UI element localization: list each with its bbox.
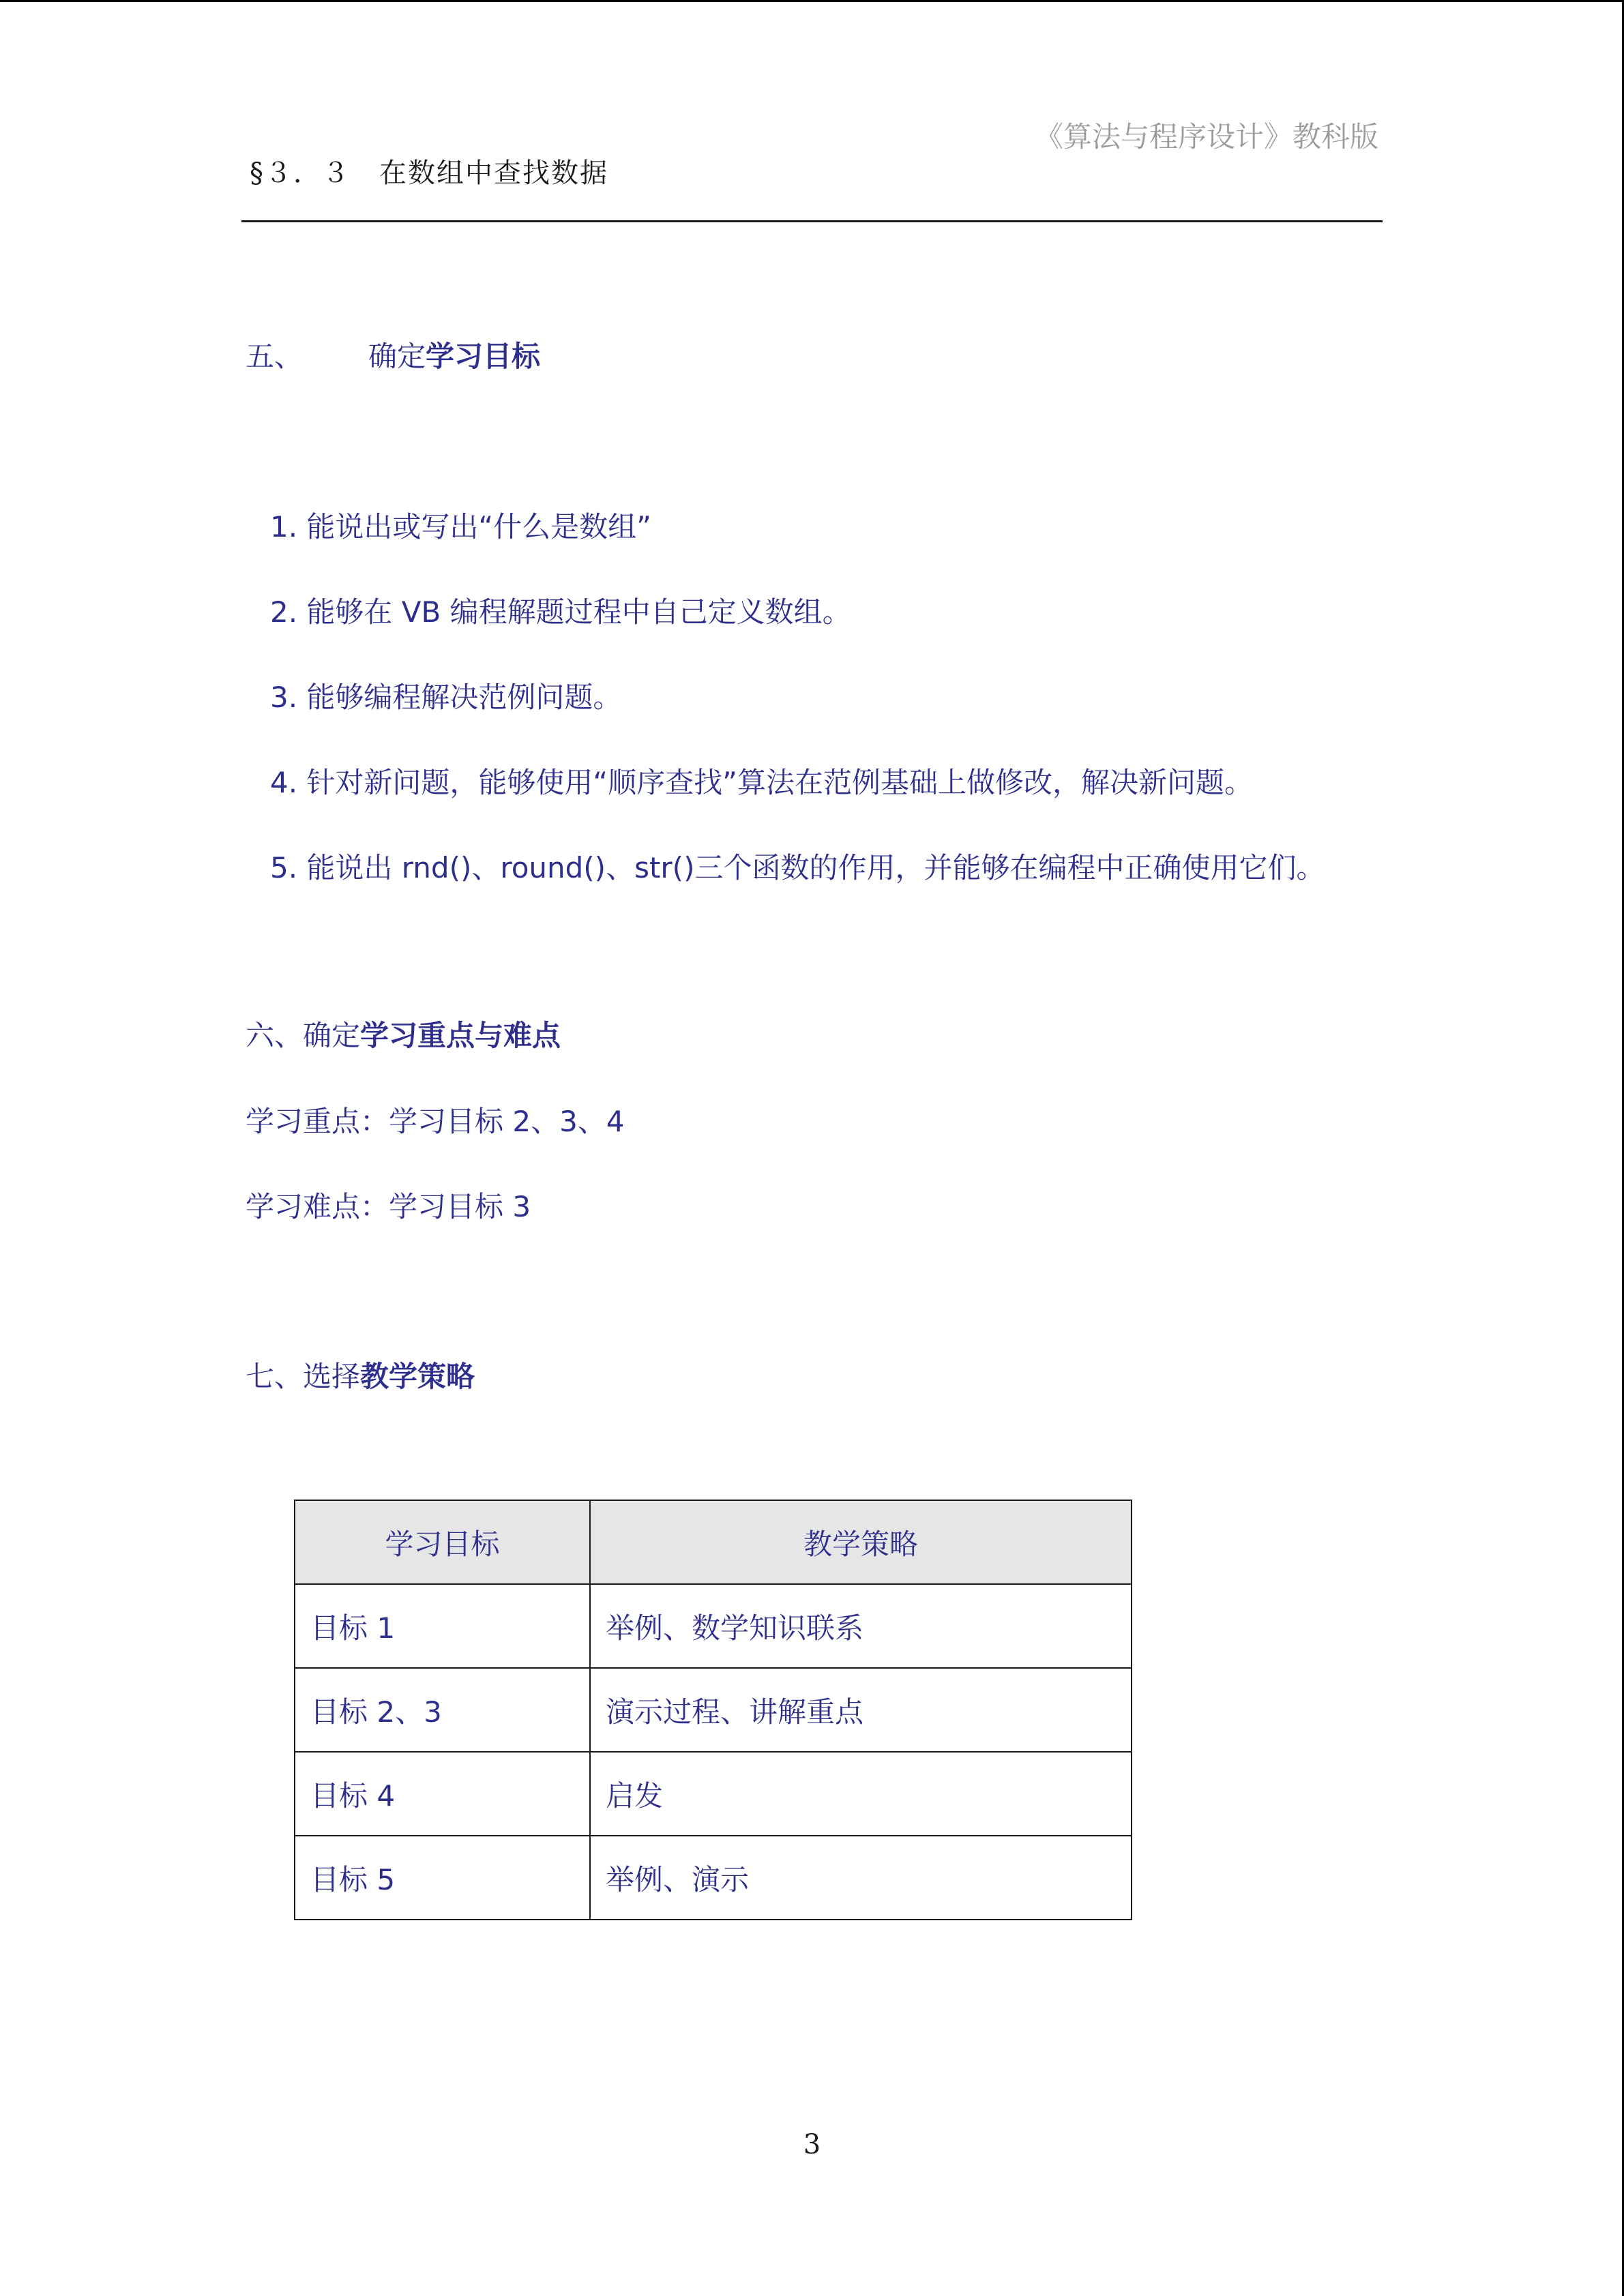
page-number: 3 [803, 2129, 821, 2160]
table-cell-goal: 目标 2、3 [295, 1668, 590, 1752]
goal-item-1: 1. 能说出或写出“什么是数组” [270, 510, 651, 543]
table-cell-goal: 目标 1 [295, 1584, 590, 1668]
goal-item-4: 4. 针对新问题，能够使用“顺序查找”算法在范例基础上做修改，解决新问题。 [270, 766, 1253, 799]
page-top-border [0, 0, 1624, 2]
table-header-cell: 学习目标 [295, 1500, 590, 1584]
table-cell-strategy: 举例、数学知识联系 [590, 1584, 1132, 1668]
section-6-prefix: 六、确定 [246, 1019, 361, 1052]
table-cell-goal: 目标 4 [295, 1752, 590, 1836]
header-divider [241, 220, 1383, 222]
table-header-cell: 教学策略 [590, 1500, 1132, 1584]
table-cell-goal: 目标 5 [295, 1836, 590, 1920]
table-row [295, 1584, 1132, 1668]
section-7-prefix: 七、选择 [246, 1360, 361, 1393]
table-row [295, 1836, 1132, 1920]
section-5-heading [246, 334, 540, 375]
strategy-table [294, 1500, 1132, 1920]
section-6-strong: 学习重点与难点 [360, 1019, 561, 1052]
table-header-row [295, 1500, 1132, 1584]
table-row [295, 1668, 1132, 1752]
table-cell-strategy: 启发 [590, 1752, 1132, 1836]
goal-item-2: 2. 能够在 VB 编程解题过程中自己定义数组。 [270, 595, 851, 629]
table-cell-strategy: 演示过程、讲解重点 [590, 1668, 1132, 1752]
header-section-title: §３．３ 在数组中查找数据 [250, 158, 608, 189]
header-book-title: 《算法与程序设计》教科版 [1034, 120, 1378, 153]
section-5-prefix: 确定 [368, 340, 426, 373]
goal-item-5: 5. 能说出 rnd()、round()、str()三个函数的作用，并能够在编程中正确使用它们。 [270, 851, 1325, 884]
section-7-strong: 教学策略 [360, 1360, 475, 1393]
goal-item-3: 3. 能够编程解决范例问题。 [270, 681, 622, 714]
section-7-heading [246, 1354, 475, 1395]
table-row [295, 1752, 1132, 1836]
section-5-strong: 学习目标 [426, 340, 541, 373]
section-6-heading [246, 1013, 561, 1054]
difficulties-text: 学习难点：学习目标 3 [246, 1190, 531, 1223]
section-5-number: 五、 [246, 340, 304, 373]
table-cell-strategy: 举例、演示 [590, 1836, 1132, 1920]
key-points-text: 学习重点：学习目标 2、3、4 [246, 1105, 625, 1138]
